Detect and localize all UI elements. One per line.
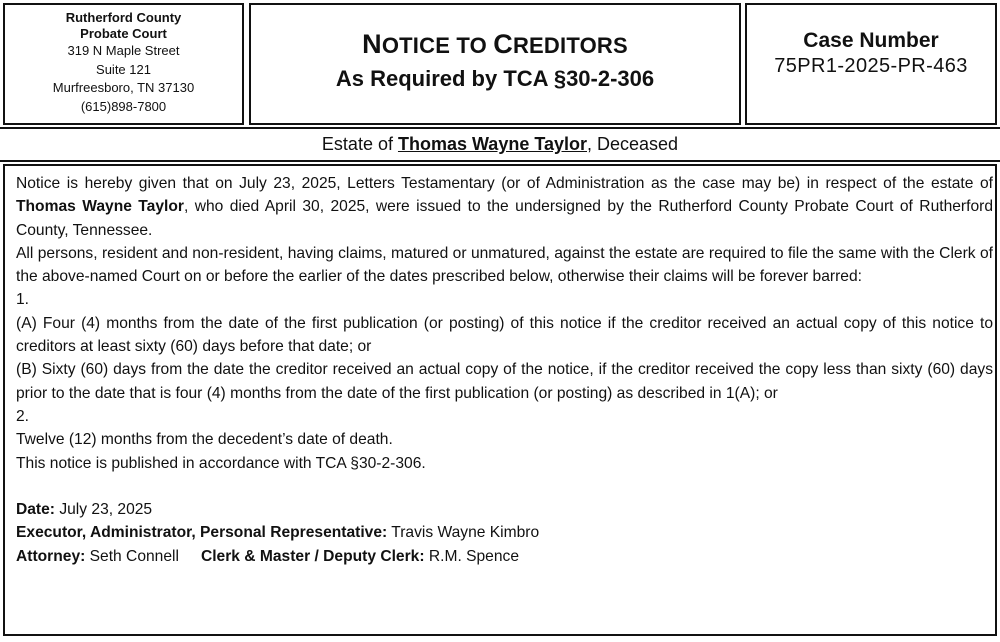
signature-date: Date: July 23, 2025: [16, 501, 153, 519]
paragraph-option-b: (B) Sixty (60) days from the date the creditor received an actual copy of the notice, if the creditor received the copy less than sixty (60) days prior to the date that is four (4) months from the date of the first publication (or posting) as described in 1(A); or: [16, 361, 993, 402]
court-info-box: [3, 3, 244, 125]
court-address-line1: 319 N Maple Street: [67, 43, 180, 58]
estate-line: Estate of Thomas Wayne Taylor, Deceased: [321, 134, 679, 154]
court-address-line2: Suite 121: [96, 61, 151, 77]
court-phone: (615)898-7800: [80, 98, 167, 114]
divider-estate: [0, 160, 1000, 162]
signature-executor: Executor, Administrator, Personal Representative: Travis Wayne Kimbro: [16, 524, 540, 542]
paragraph-twelve-months: Twelve (12) months from the decedent’s date of death.: [16, 431, 393, 449]
item-number-2: 2.: [16, 407, 30, 425]
notice-title: NOTICE TO CREDITORS: [362, 29, 628, 59]
case-number-label: Case Number: [803, 29, 939, 52]
notice-subtitle: As Required by TCA §30-2-306: [335, 66, 655, 91]
case-number-box: [745, 3, 997, 125]
case-number-value: 75PR1-2025-PR-463: [774, 55, 968, 77]
paragraph-letters-issued: Notice is hereby given that on July 23, 2025, Letters Testamentary (or of Administration as the case may be) in respect of the estate of Thomas Wayne Taylor, who died April 30, 2025, were issued to the undersigned by the Rutherford County Probate Court of Rutherford County, Tennessee.: [16, 175, 993, 239]
paragraph-option-a: (A) Four (4) months from the date of the first publication (or posting) of this notice if the creditor received an actual copy of this notice to creditors at least sixty (60) days before that date; or: [16, 314, 993, 356]
paragraph-claims: All persons, resident and non-resident, having claims, matured or unmatured, against the estate are required to file the same with the Clerk of the above-named Court on or before the earlier of the dates prescribed below, otherwise their claims will be forever barred:: [16, 244, 993, 286]
court-city-line: Murfreesboro, TN 37130: [52, 80, 195, 95]
notice-body-box: [3, 164, 997, 636]
divider-top: [0, 127, 1000, 129]
estate-decedent-name: Thomas Wayne Taylor: [397, 134, 588, 154]
notice-body-text: [16, 172, 993, 568]
court-name-line1: Rutherford County: [65, 10, 182, 25]
court-name-line2: Probate Court: [80, 26, 167, 41]
signature-attorney-clerk: Attorney: Seth Connell Clerk & Master / Deputy Clerk: R.M. Spence: [16, 547, 519, 565]
paragraph-published: This notice is published in accordance with TCA §30-2-306.: [16, 454, 426, 472]
notice-title-box: [249, 3, 741, 125]
item-number-1: 1.: [16, 291, 30, 309]
